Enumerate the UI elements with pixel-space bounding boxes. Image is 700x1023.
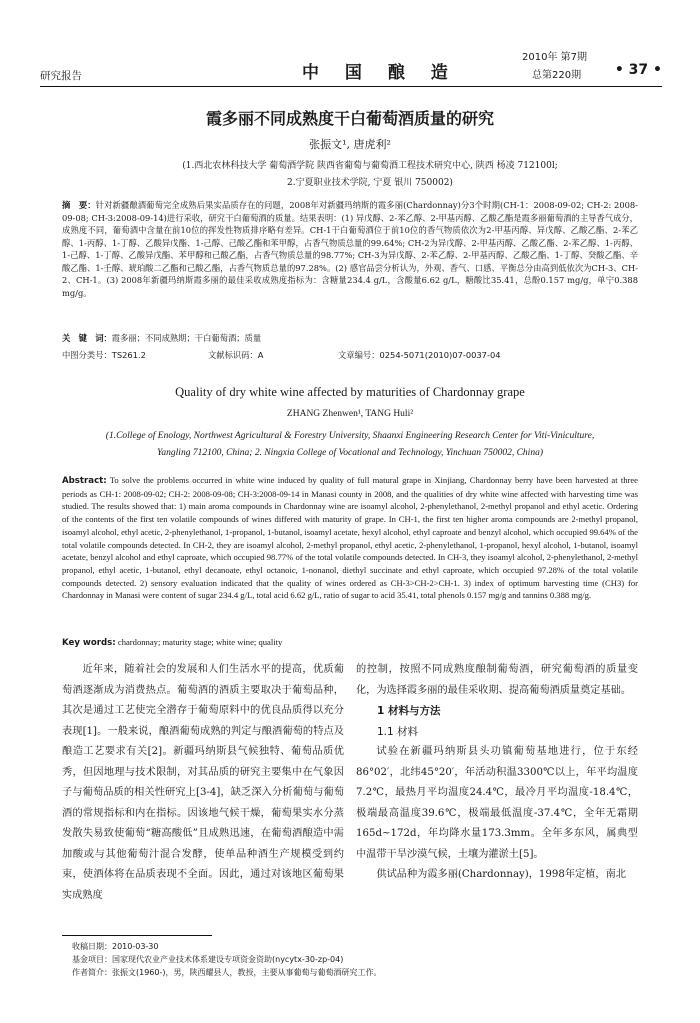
journal-name: 中 国 酿 造 bbox=[302, 63, 458, 83]
keywords-text: 霞多丽；不同成熟期；干白葡萄酒；质量 bbox=[111, 333, 262, 343]
footnote-author: 作者简介：张振文(1960-)，男，陕西耀县人，教授，主要从事葡萄与葡萄酒研究工作。 bbox=[72, 968, 382, 977]
body-paragraph: 近年来，随着社会的发展和人们生活水平的提高，优质葡萄酒逐渐成为消费热点。葡萄酒的酒质主要取决于葡萄品种，其次是通过工艺使完全潜存于葡萄原料中的优良品质得以充分表现[1]。一般来说，酿酒葡萄成熟的判定与酿酒葡萄的特点及酿造工艺要求有关[2]。新疆玛纳斯县气候独特、葡萄品质优秀，但因地理与技术限制，对其品质的研究主要集中在气象因子与葡萄品质的相关性研究上[3-4]，缺乏深入分析葡萄与葡萄酒的常规指标和内在指标。因该地气候干燥，葡萄果实水分蒸发散失易致使葡萄“糖高酸低”且成熟迅速，在葡萄酒酿造中需加酸或与其他葡萄汁混合发酵，使单品种酒生产规模受到约束，使酒体将在品质表现不全面。因此，通过对该地区葡萄果实成熟度 bbox=[62, 664, 344, 901]
article-number: 文章编号：0254-5071(2010)07-0037-04 bbox=[338, 350, 501, 360]
english-abstract bbox=[62, 474, 638, 602]
affiliation-line: (1.College of Enology, Northwest Agricultural & Forestry University, Shaanxi Engineering Research Center for Viti-Viniculture, bbox=[105, 431, 595, 441]
article-authors: 张振文¹, 唐虎利² bbox=[309, 138, 391, 151]
total-issue: 总第220期 bbox=[532, 70, 582, 81]
chinese-keywords bbox=[62, 332, 638, 344]
affiliation-line: (1.西北农林科技大学 葡萄酒学院 陕西省葡萄与葡萄酒工程技术研究中心, 陕西 杨凌 712100l; bbox=[182, 161, 558, 171]
body-paragraph: 试验在新疆玛纳斯县头功镇葡萄基地进行，位于东经86°02′，北纬45°20′，年活动积温3300℃以上，年平均温度7.2℃，最热月平均温度24.4℃，最冷月平均温度-18.4℃，极端最高温度39.6℃，极端最低温度-37.4℃，全年无霜期165d~172d，年均降水量173.3mm。全年多东风，属典型中温带干旱沙漠气候，土壤为灌淤土[5]。 bbox=[356, 746, 638, 860]
section-heading: 1 材料与方法 bbox=[377, 705, 441, 717]
english-affiliations bbox=[80, 428, 620, 462]
keywords-label: 关 键 词： bbox=[62, 333, 112, 343]
abstract-label: 摘 要： bbox=[62, 200, 96, 210]
body-paragraph: 的控制，按照不同成熟度酿制葡萄酒，研究葡萄酒的质量变化，为选择霞多丽的最佳采收期、提高葡萄酒质量奠定基础。 bbox=[356, 664, 638, 696]
year-issue: 2010年 第7期 bbox=[522, 52, 587, 63]
keywords-label: Key words: bbox=[62, 638, 116, 648]
header-rule bbox=[40, 86, 662, 87]
footnote-funding: 基金项目：国家现代农业产业技术体系建设专项资金资助(nycytx-30-zp-04) bbox=[72, 955, 344, 964]
abstract-text: To solve the problems occurred in white wine induced by quality of full matural grape in Xinjiang, Chardonnay berry have been harvested at three periods as CH-1: 2008-09-02; CH-2: 2008-09-08; CH-3:2008-09-14 in Manasi county in 2008, and the qualities of dry white wine affected with harvesting time was studied. The results showed that: 1) main aroma compounds in Chardonnay wine are isoamyl alcohol, 2-phenylethanol, 2-methyl propanol and ethyl acetic. Ordering of the contents of the first ten volatile compounds of wines differed with maturity of grape. In CH-1, the first ten higher aroma compounds are 2-methyl propanol, isoamyl alcohol, ethyl acetic, 2-phenylethanol, 1-propanol, 1-butanol, isoamyl acetate, hexyl alcohol, ethyl caproate and benzyl alcohol, which occupied 99.64% of the total volatile compounds detected. In CH-2, they are isoamyl alcohol, 2-methyl propanol, ethyl acetic, 2-phenylethanol, 1-propanol, hexyl alcohol, 1-butanol, isoamyl acetate, benzyl alcohol and ethyl caproate, which occupied 98.77% of the total volatile compounds detected. In CH-3, they isoamyl alcohol, 2-phenylethanol, 2-methyl propanol, ethyl acetic, 1-butanol, ethyl decanoate, ethyl octanoic, 1-nonanol, diethyl succinate and ethyl caproate, which occupied 97.28% of the total volatile compounds detected. 2) sensory evaluation indicated that the quality of wines ordered as CH-3>CH-2>CH-1. 3) index of optimum harvesting time (CH3) for Chardonnay in Manasi were content of sugar 234.4 g/L, total acid 6.62 g/L, ratio of sugar to acid 35.41, total phenols 0.157 mg/g and tannins 0.388 mg/g. bbox=[62, 475, 638, 601]
keywords-text: chardonnay; maturity stage; white wine; quality bbox=[117, 637, 283, 647]
section-label: 研究报告 bbox=[40, 70, 82, 82]
footnote-rule bbox=[62, 935, 212, 936]
clc-number: 中图分类号：TS261.2 bbox=[62, 350, 146, 360]
affiliation-line: 2.宁夏职业技术学院, 宁夏 银川 750002) bbox=[287, 178, 453, 188]
body-paragraph: 供试品种为霞多丽(Chardonnay)，1998年定植，南北 bbox=[376, 869, 626, 880]
author-affiliations bbox=[110, 158, 630, 192]
english-title: Quality of dry white wine affected by maturities of Chardonnay grape bbox=[175, 385, 525, 399]
footnotes bbox=[72, 940, 632, 979]
subsection-heading: 1.1 材料 bbox=[377, 725, 419, 738]
article-title: 霞多丽不同成熟度干白葡萄酒质量的研究 bbox=[205, 109, 494, 128]
body-column-left bbox=[62, 660, 344, 906]
affiliation-line: Yangling 712100, China; 2. Ningxia College of Vocational and Technology, Yinchuan 750002, China) bbox=[157, 448, 543, 458]
abstract-label: Abstract: bbox=[62, 476, 107, 486]
english-keywords bbox=[62, 637, 638, 648]
body-column-right bbox=[356, 660, 638, 886]
footnote-received: 收稿日期：2010-03-30 bbox=[72, 942, 159, 951]
english-authors: ZHANG Zhenwen¹, TANG Huli² bbox=[286, 409, 414, 419]
running-header bbox=[40, 32, 662, 88]
document-code: 文献标识码：A bbox=[208, 350, 264, 360]
page-number: • 37 • bbox=[614, 62, 662, 78]
chinese-abstract bbox=[62, 199, 638, 299]
abstract-text: 针对新疆酿酒葡萄完全成熟后果实品质存在的问题，2008年对新疆玛纳斯的霞多丽(Chardonnay)分3个时期(CH-1：2008-09-02; CH-2: 2008-09-08; CH-3:2008-09-14)进行采收，研究干白葡萄酒的质量。结果表明：(1) 异戊醇、2-苯乙醇、2-甲基丙醇、乙酸乙酯是霞多丽葡萄酒的主导香气成分，成熟度不同，葡萄酒中含量在前10位的挥发性物质排序略有差异。CH-1干白葡萄酒位于前10位的香气物质依次为2-甲基丙醇、异戊醇、乙酸乙酯、2-苯乙醇、1-丙醇、1-丁醇、乙酸异戊酯、1-己醇、己酸乙酯和苯甲醇，占香气物质总量的99.64%; CH-2为异戊醇、2-甲基丙醇、乙酸乙酯、2-苯乙醇、1-丙醇、1-己醇、1-丁醇、乙酸异戊酯、苯甲醇和己酸乙酯，占香气物质总量的98.77%; CH-3为异戊醇、2-苯乙醇、2-甲基丙醇、乙酸乙酯、1-丁醇、癸酸乙酯、辛酸乙酯、1-壬醇、琥珀酸二乙酯和己酸乙酯，占香气物质总量的97.28%。(2) 感官品尝分析认为，外观、香气、口感、平衡总分由高到低依次为CH-3、CH-2、CH-1。(3) 2008年新疆玛纳斯霞多丽的最佳采收成熟度指标为：含糖量234.4 g/L，含酸量6.62 g/L，糖酸比35.41，总酚0.157 mg/g，单宁0.388 mg/g。 bbox=[62, 200, 638, 298]
